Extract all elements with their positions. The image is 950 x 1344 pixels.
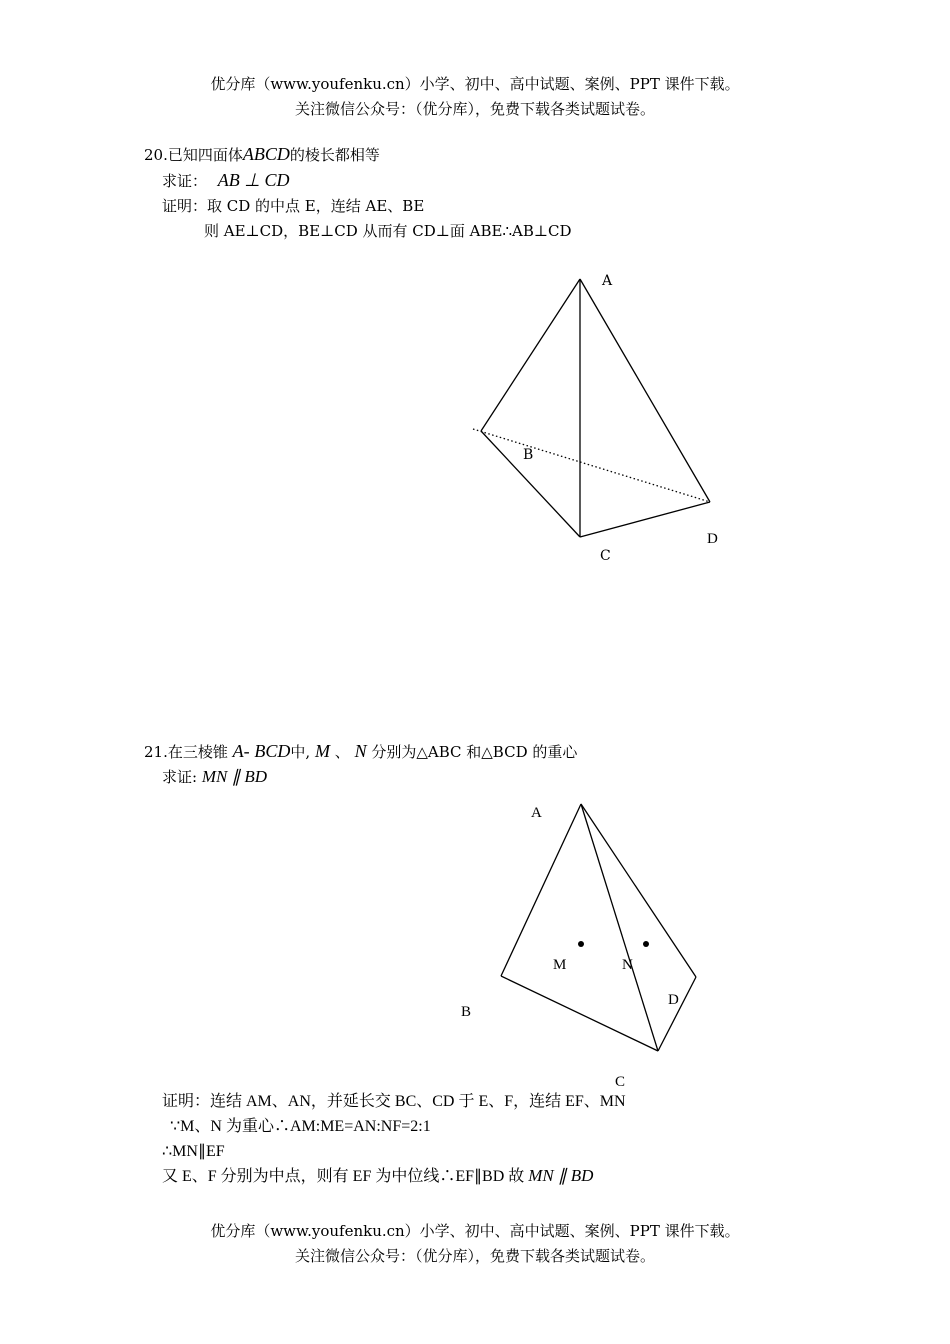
q21-proof-2: ∵M、N 为重心∴AM:ME=AN:NF=2:1 xyxy=(170,1118,431,1135)
q20-tail: 的棱长都相等 xyxy=(289,146,380,164)
q21-point-n xyxy=(643,941,649,947)
q20-prove-label: 求证： xyxy=(162,172,208,190)
edge21-ab xyxy=(501,804,581,976)
q21-sep: 、 xyxy=(334,743,350,761)
q21-proof-4-math: MN ∥ BD xyxy=(528,1166,594,1185)
q21-math-bcd: BCD xyxy=(254,741,291,761)
q21-statement xyxy=(144,741,577,762)
q21-dash: - xyxy=(243,741,250,761)
q21-label-b: B xyxy=(461,1004,472,1020)
q21-label-c: C xyxy=(615,1074,626,1090)
edge21-cd xyxy=(658,977,696,1051)
q21-label-a: A xyxy=(531,805,542,821)
footer-line-2: 关注微信公众号：（优分库），免费下载各类试题试卷。 xyxy=(294,1247,655,1265)
q21-mid: 中, xyxy=(290,743,311,761)
q21-prove-math: MN ∥ BD xyxy=(201,767,268,786)
edge21-ac xyxy=(581,804,658,1051)
q20-label-d: D xyxy=(707,531,718,547)
q21-pyramid-figure xyxy=(501,804,696,1051)
q21-prove-label: 求证: xyxy=(162,768,198,786)
edge21-ad xyxy=(581,804,696,977)
header-line-2: 关注微信公众号：（优分库），免费下载各类试题试卷。 xyxy=(294,100,655,118)
header-line-1: 优分库（www.youfenku.cn）小学、初中、高中试题、案例、PPT 课件下载。 xyxy=(210,75,740,93)
q20-label-b: B xyxy=(523,447,534,463)
q21-math-m: M xyxy=(314,741,330,761)
footer-line-1: 优分库（www.youfenku.cn）小学、初中、高中试题、案例、PPT 课件下载。 xyxy=(210,1222,740,1240)
q21-label-m: M xyxy=(553,957,567,973)
q21-proof-4-text: 又 E、F 分别为中点，则有 EF 为中位线∴EF∥BD 故 xyxy=(162,1168,525,1185)
q20-label-c: C xyxy=(600,548,611,564)
q21-label-d: D xyxy=(668,992,679,1008)
q21-label-n: N xyxy=(622,957,633,973)
q21-tail: 分别为△ABC 和△BCD 的重心 xyxy=(371,743,578,761)
q21-number: 21.在三棱锥 xyxy=(144,743,228,761)
q20-math-abcd: ABCD xyxy=(242,144,290,164)
edge-ab xyxy=(481,279,580,431)
q21-proof-3: ∴MN∥EF xyxy=(162,1143,225,1160)
q21-point-m xyxy=(578,941,584,947)
edge21-bc xyxy=(501,976,658,1051)
q21-math-n: N xyxy=(354,741,367,761)
q20-number: 20.已知四面体 xyxy=(144,146,243,164)
q20-label-a: A xyxy=(602,273,613,289)
q21-prove xyxy=(162,767,267,787)
q21-proof-4 xyxy=(162,1166,593,1187)
q20-prove-math: AB ⊥ CD xyxy=(217,170,290,190)
q20-proof-2: 则 AE⊥CD，BE⊥CD 从而有 CD⊥面 ABE∴AB⊥CD xyxy=(204,222,572,240)
edge-cd xyxy=(580,502,710,537)
q21-proof-1: 证明：连结 AM、AN，并延长交 BC、CD 于 E、F，连结 EF、MN xyxy=(162,1093,626,1110)
q21-math-a: A xyxy=(232,741,244,761)
q20-proof-1: 证明：取 CD 的中点 E，连结 AE、BE xyxy=(162,197,425,215)
